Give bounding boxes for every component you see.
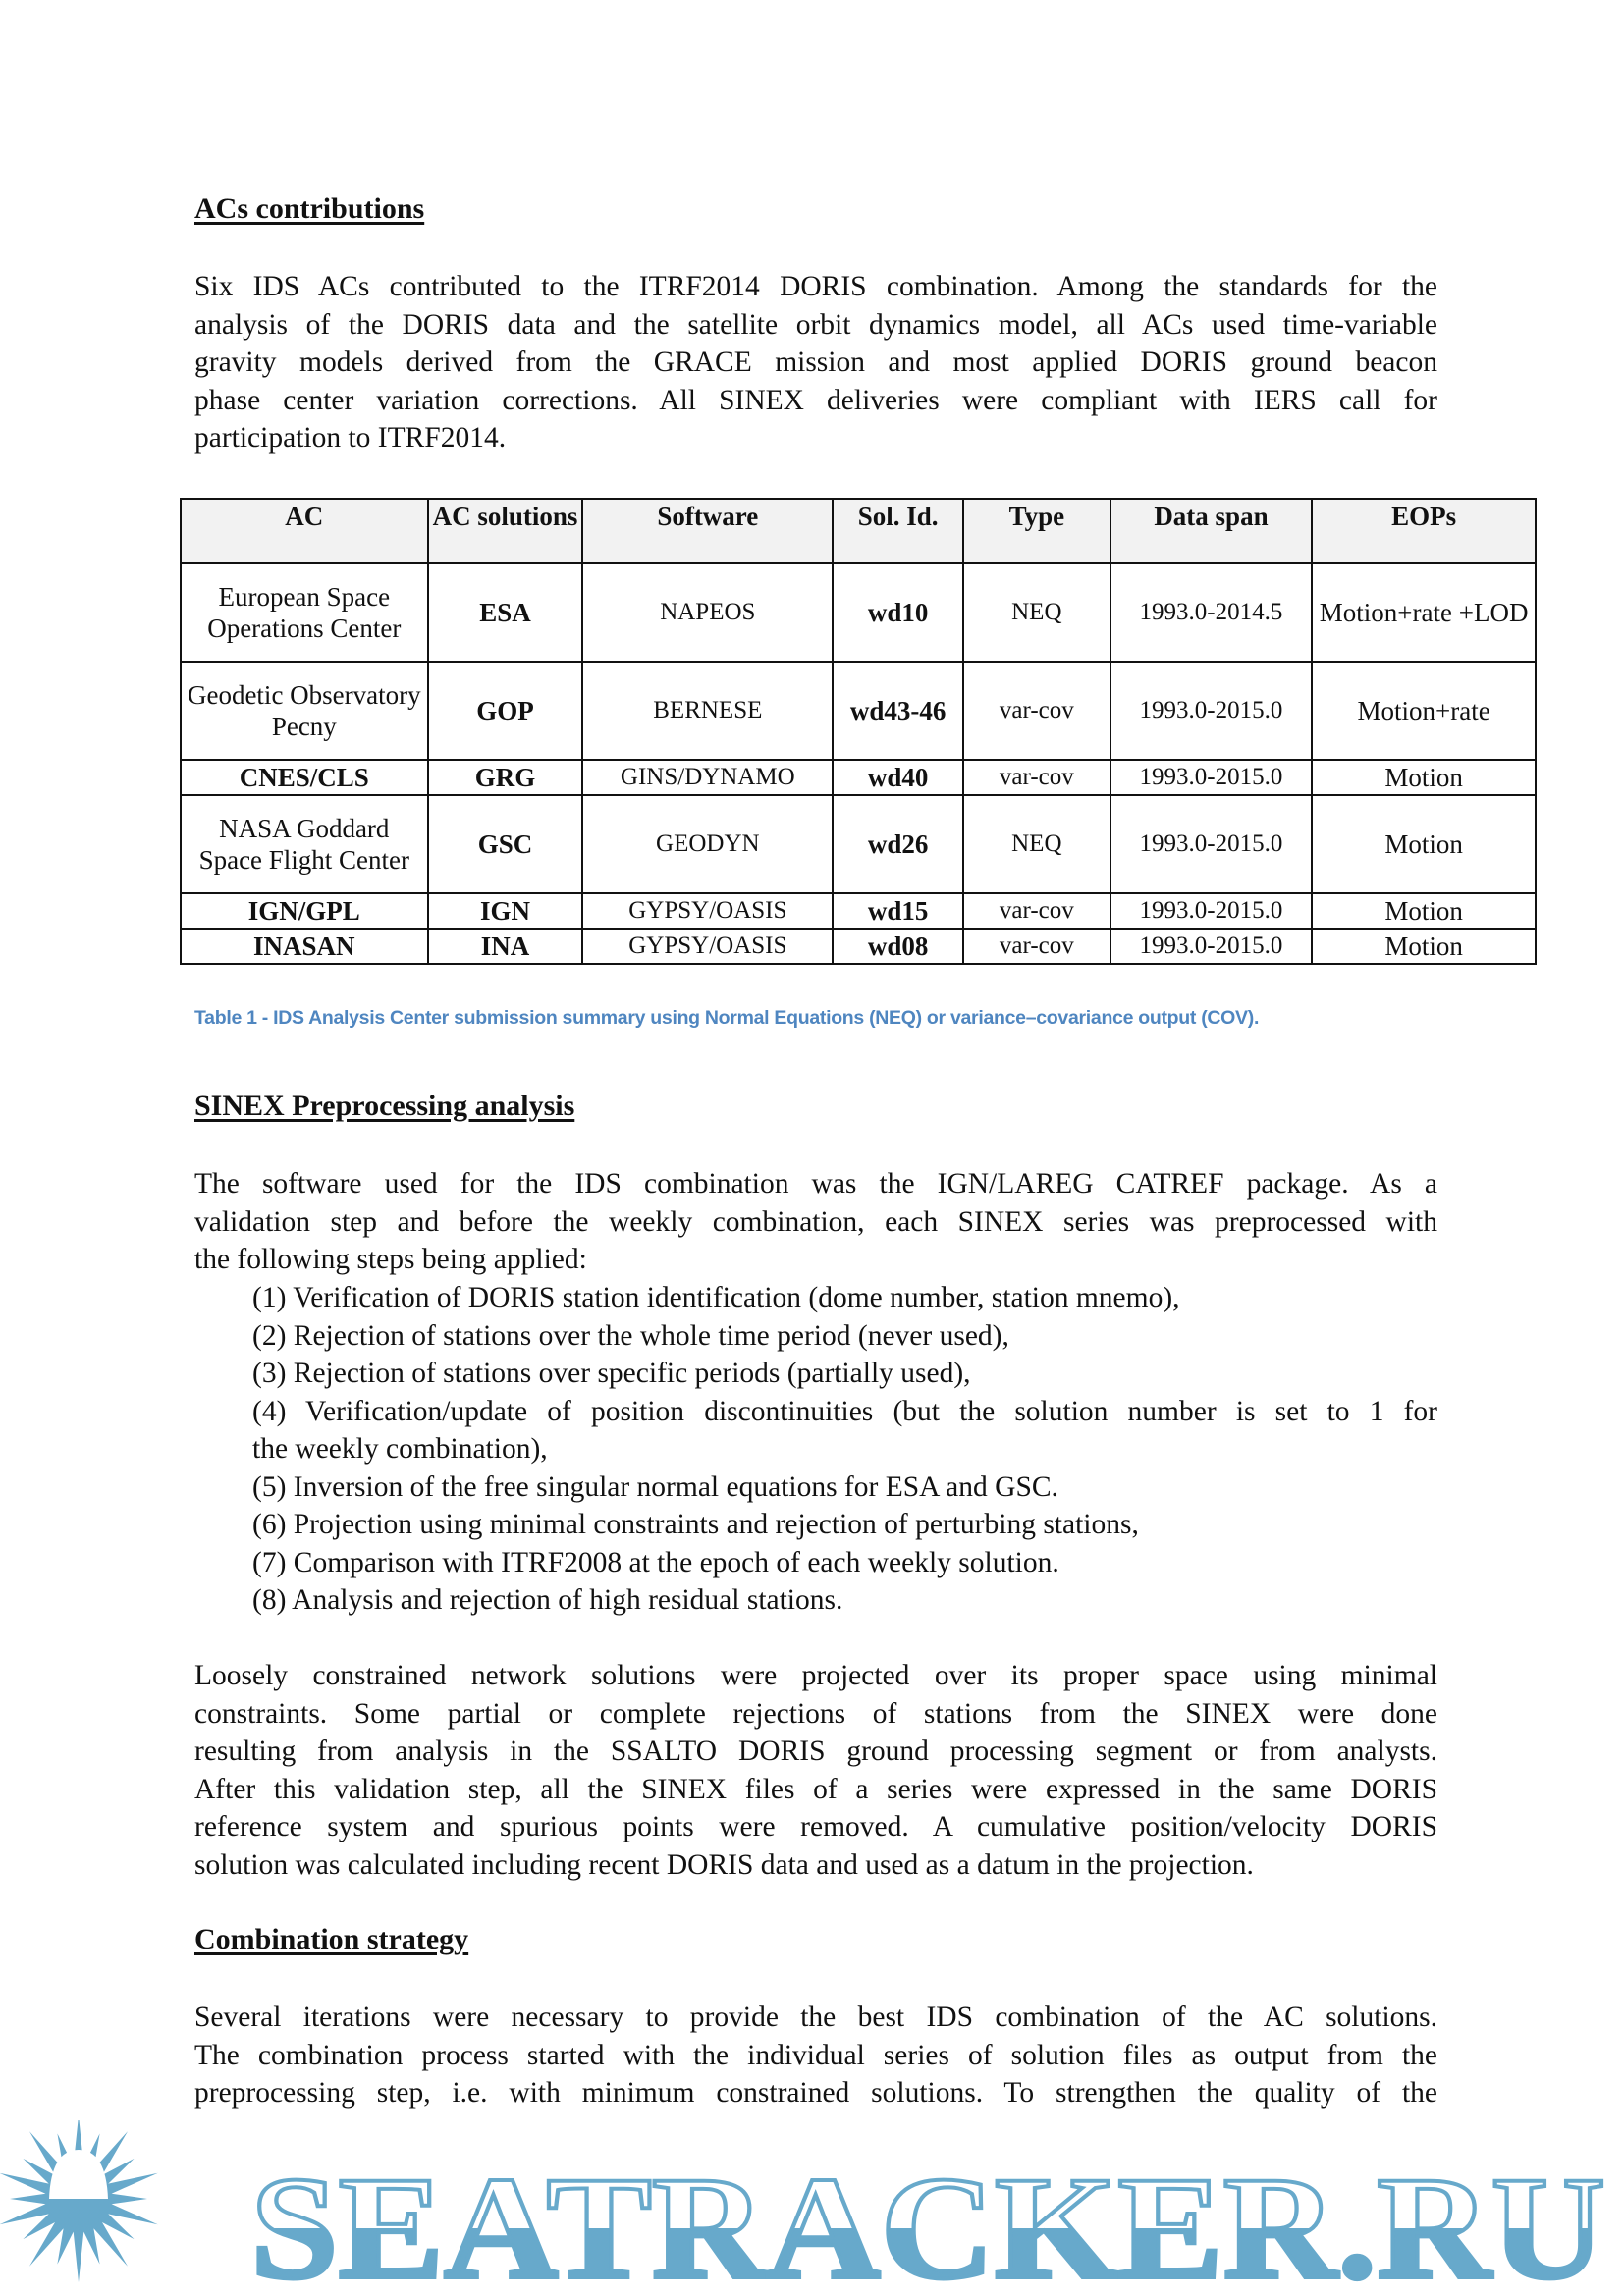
table-row: [181, 929, 1536, 964]
table-cell: European Space Operations Center: [181, 563, 428, 662]
table-cell: wd15: [833, 893, 963, 929]
column-header: Type: [963, 499, 1110, 563]
text-line: analysis of the DORIS data and the satellite orbit dynamics model, all ACs used time-variable: [194, 308, 1437, 341]
column-header: EOPs: [1312, 499, 1536, 563]
table-cell: wd26: [833, 795, 963, 893]
table-row: [181, 563, 1536, 662]
table-cell: IGN: [428, 893, 583, 929]
table-cell: Motion: [1312, 893, 1536, 929]
table-row: [181, 662, 1536, 760]
table-cell: NEQ: [963, 795, 1110, 893]
paragraph-acs: [194, 268, 1437, 457]
text-line: the following steps being applied:: [194, 1244, 587, 1275]
paragraph-sinex: [194, 1165, 1437, 1279]
table-cell: Motion+rate +LOD: [1312, 563, 1536, 662]
table-cell: 1993.0-2015.0: [1110, 893, 1313, 929]
seatracker-watermark: [0, 2120, 1624, 2296]
column-header: AC solutions: [428, 499, 583, 563]
list-item: (6) Projection using minimal constraints and rejection of perturbing stations,: [252, 1509, 1139, 1540]
table-row: [181, 795, 1536, 893]
text-line: The combination process started with the individual series of solution files as output from the: [194, 2039, 1437, 2071]
ac-table: [180, 498, 1537, 965]
text-line: preprocessing step, i.e. with minimum constrained solutions. To strengthen the quality of the: [194, 2077, 1437, 2109]
table-cell: var-cov: [963, 929, 1110, 964]
table-cell: Motion: [1312, 929, 1536, 964]
list-item: (3) Rejection of stations over specific periods (partially used),: [252, 1358, 971, 1389]
text-line: gravity models derived from the GRACE mission and most applied DORIS ground beacon: [194, 347, 1437, 378]
list-item: (2) Rejection of stations over the whole time period (never used),: [252, 1319, 1009, 1352]
text-line: Loosely constrained network solutions were projected over its proper space using minimal: [194, 1660, 1437, 1691]
heading-acs-contributions: ACs contributions: [194, 192, 425, 225]
text-line: resulting from analysis in the SSALTO DORIS ground processing segment or from analysts.: [194, 1735, 1437, 1767]
list-item: (8) Analysis and rejection of high residual stations.: [252, 1584, 843, 1616]
heading-combination-strategy: Combination strategy: [194, 1923, 469, 1955]
table-row: [181, 893, 1536, 929]
table-header-row: [181, 499, 1536, 563]
sun-logo-icon: [0, 2120, 158, 2282]
table-cell: GRG: [428, 760, 583, 795]
table-cell: NEQ: [963, 563, 1110, 662]
steps-list: [252, 1279, 1437, 1620]
table-cell: NASA Goddard Space Flight Center: [181, 795, 428, 893]
text-line: constraints. Some partial or complete rejections of stations from the SINEX were done: [194, 1697, 1437, 1730]
table-cell: BERNESE: [582, 662, 833, 760]
table-cell: 1993.0-2015.0: [1110, 929, 1313, 964]
column-header: Data span: [1110, 499, 1313, 563]
table-cell: wd43-46: [833, 662, 963, 760]
table-cell: Motion: [1312, 795, 1536, 893]
table-cell: IGN/GPL: [181, 893, 428, 929]
table-cell: GINS/DYNAMO: [582, 760, 833, 795]
table-cell: ESA: [428, 563, 583, 662]
table-cell: INASAN: [181, 929, 428, 964]
table-cell: GYPSY/OASIS: [582, 929, 833, 964]
paragraph-constraints: [194, 1657, 1437, 1884]
table-cell: GYPSY/OASIS: [582, 893, 833, 929]
table-cell: GSC: [428, 795, 583, 893]
table-cell: INA: [428, 929, 583, 964]
table-cell: wd10: [833, 563, 963, 662]
table-cell: Motion: [1312, 760, 1536, 795]
table-cell: var-cov: [963, 893, 1110, 929]
list-item: (1) Verification of DORIS station identification (dome number, station mnemo),: [252, 1282, 1180, 1313]
text-line: After this validation step, all the SINEX files of a series were expressed in the same DORIS: [194, 1773, 1437, 1805]
table-cell: var-cov: [963, 760, 1110, 795]
table-cell: Motion+rate: [1312, 662, 1536, 760]
heading-sinex-preprocessing: SINEX Preprocessing analysis: [194, 1090, 575, 1122]
table-caption: Table 1 - IDS Analysis Center submission summary using Normal Equations (NEQ) or variance–covariance output (COV).: [194, 1007, 1260, 1029]
watermark-text: SEATRACKER.RU: [250, 2147, 1605, 2296]
list-item: (4) Verification/update of position discontinuities (but the solution number is set to 1 for the weekly combination),: [252, 1395, 1437, 1465]
text-line: validation step and before the weekly combination, each SINEX series was preprocessed with: [194, 1205, 1437, 1238]
text-line: participation to ITRF2014.: [194, 422, 507, 454]
list-item: (7) Comparison with ITRF2008 at the epoch of each weekly solution.: [252, 1546, 1059, 1578]
list-item: (5) Inversion of the free singular normal equations for ESA and GSC.: [252, 1470, 1058, 1503]
table-cell: var-cov: [963, 662, 1110, 760]
column-header: Software: [582, 499, 833, 563]
table-cell: wd40: [833, 760, 963, 795]
text-line: Six IDS ACs contributed to the ITRF2014 DORIS combination. Among the standards for the: [194, 271, 1437, 302]
text-line: reference system and spurious points were removed. A cumulative position/velocity DORIS: [194, 1811, 1437, 1842]
table-cell: GEODYN: [582, 795, 833, 893]
text-line: solution was calculated including recent DORIS data and used as a datum in the projection.: [194, 1848, 1254, 1881]
table-cell: wd08: [833, 929, 963, 964]
table-cell: NAPEOS: [582, 563, 833, 662]
table-cell: 1993.0-2014.5: [1110, 563, 1313, 662]
text-line: Several iterations were necessary to provide the best IDS combination of the AC solutions.: [194, 2002, 1437, 2033]
table-cell: GOP: [428, 662, 583, 760]
text-line: The software used for the IDS combination was the IGN/LAREG CATREF package. As a: [194, 1168, 1437, 1200]
table-cell: 1993.0-2015.0: [1110, 795, 1313, 893]
table-cell: CNES/CLS: [181, 760, 428, 795]
column-header: Sol. Id.: [833, 499, 963, 563]
column-header: AC: [181, 499, 428, 563]
table-cell: 1993.0-2015.0: [1110, 760, 1313, 795]
text-line: phase center variation corrections. All SINEX deliveries were compliant with IERS call for: [194, 384, 1437, 416]
table-cell: Geodetic Observatory Pecny: [181, 662, 428, 760]
table-cell: 1993.0-2015.0: [1110, 662, 1313, 760]
table-row: [181, 760, 1536, 795]
paragraph-combination: [194, 1999, 1437, 2112]
